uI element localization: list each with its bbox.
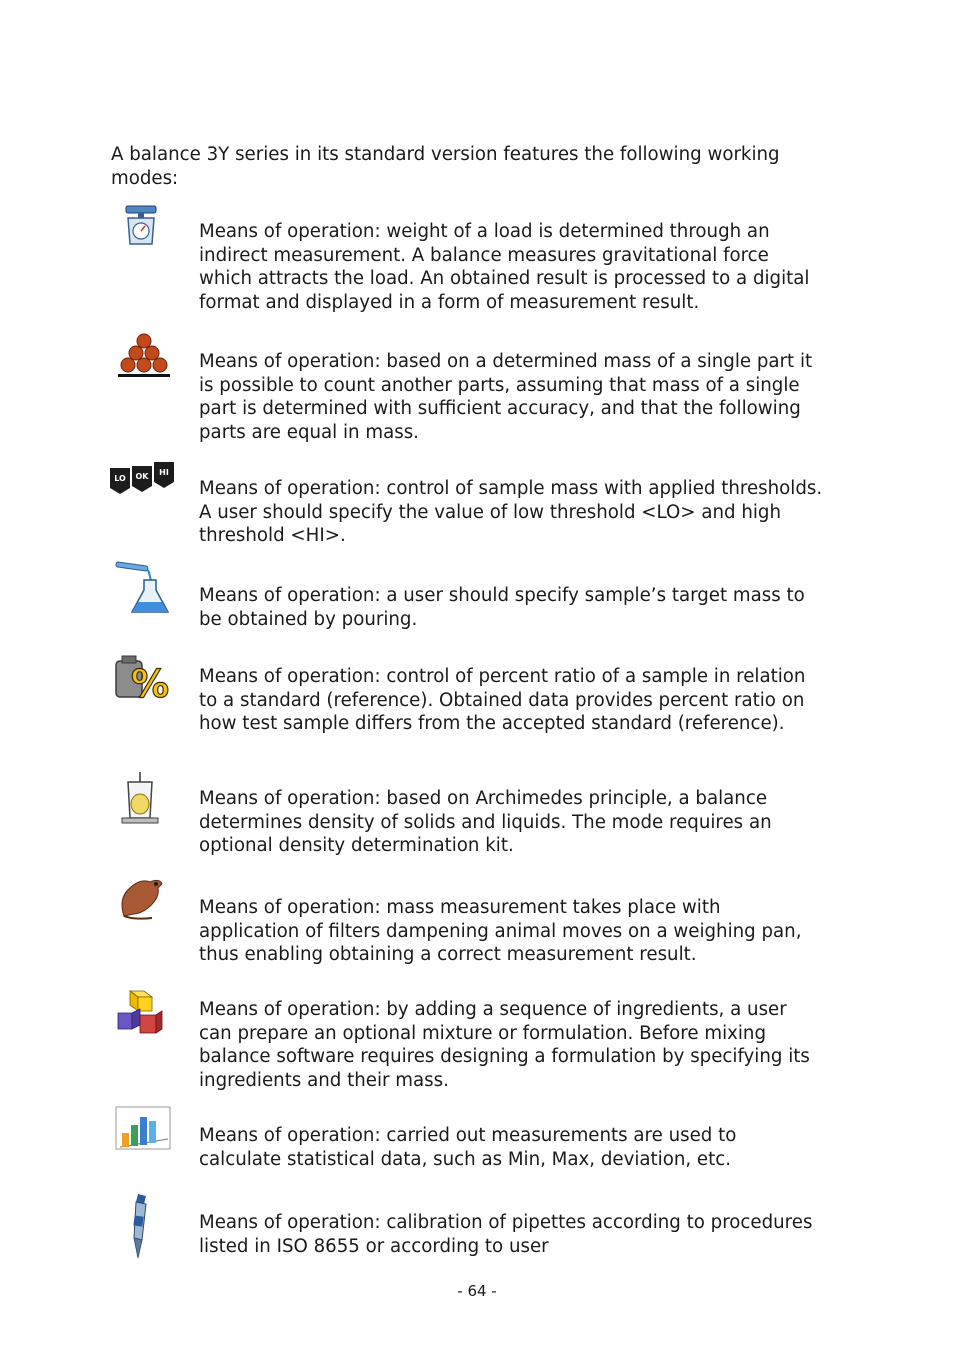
intro-paragraph: A balance 3Y series in its standard version features the following working modes:	[111, 144, 780, 189]
mode-description: Means of operation: carried out measurements are used to calculate statistical data, such as Min, Max, deviation, etc.	[199, 1125, 737, 1170]
mode-description: Means of operation: by adding a sequence of ingredients, a user can prepare an optional mixture or formulation. Before mixing balance software requires designing a formulation by specifying its ingredients and their mass.	[199, 999, 810, 1091]
page-number: - 64 -	[457, 1282, 497, 1300]
animal-weighing-rat-icon	[108, 872, 176, 934]
mode-description: Means of operation: control of percent ratio of a sample in relation to a standard (reference). Obtained data provides percent ratio on how test sample differs from the accepted standard (reference).	[199, 666, 806, 734]
mode-description: Means of operation: a user should specify sample’s target mass to be obtained by pouring.	[199, 585, 805, 630]
pipette-calibration-icon	[108, 1190, 176, 1260]
mode-description: Means of operation: control of sample mass with applied thresholds. A user should specify the value of low threshold <LO> and high threshold <HI>.	[199, 478, 823, 546]
svg-text:HI: HI	[159, 468, 169, 477]
mode-description: Means of operation: based on a determined mass of a single part it is possible to count another parts, assuming that mass of a single part is determined with sufficient accuracy, and that the following parts are equal in mass.	[199, 351, 813, 443]
statistics-chart-icon	[108, 1103, 176, 1165]
svg-text:%: %	[130, 662, 170, 703]
mode-description: Means of operation: weight of a load is determined through an indirect measurement. A balance measures gravitational force which attracts the load. An obtained result is processed to a digital format and displayed in a form of measurement result.	[199, 221, 810, 313]
svg-text:LO: LO	[114, 474, 126, 483]
weighing-scale-icon	[108, 200, 176, 262]
parts-counting-icon	[108, 330, 176, 392]
formulation-cubes-icon	[108, 987, 176, 1049]
density-kit-icon	[108, 770, 176, 832]
mode-description: Means of operation: based on Archimedes principle, a balance determines density of solids and liquids. The mode requires an optional density determination kit.	[199, 788, 772, 856]
mode-description: Means of operation: calibration of pipettes according to procedures listed in ISO 8655 or according to user	[199, 1212, 813, 1257]
checkweighing-lo-ok-hi-icon	[108, 460, 176, 522]
mode-description: Means of operation: mass measurement takes place with application of filters dampening animal moves on a weighing pan, thus enabling obtaining a correct measurement result.	[199, 897, 802, 965]
svg-text:OK: OK	[135, 472, 149, 481]
percent-weighing-icon	[108, 653, 176, 715]
dosing-flask-icon	[108, 560, 176, 622]
